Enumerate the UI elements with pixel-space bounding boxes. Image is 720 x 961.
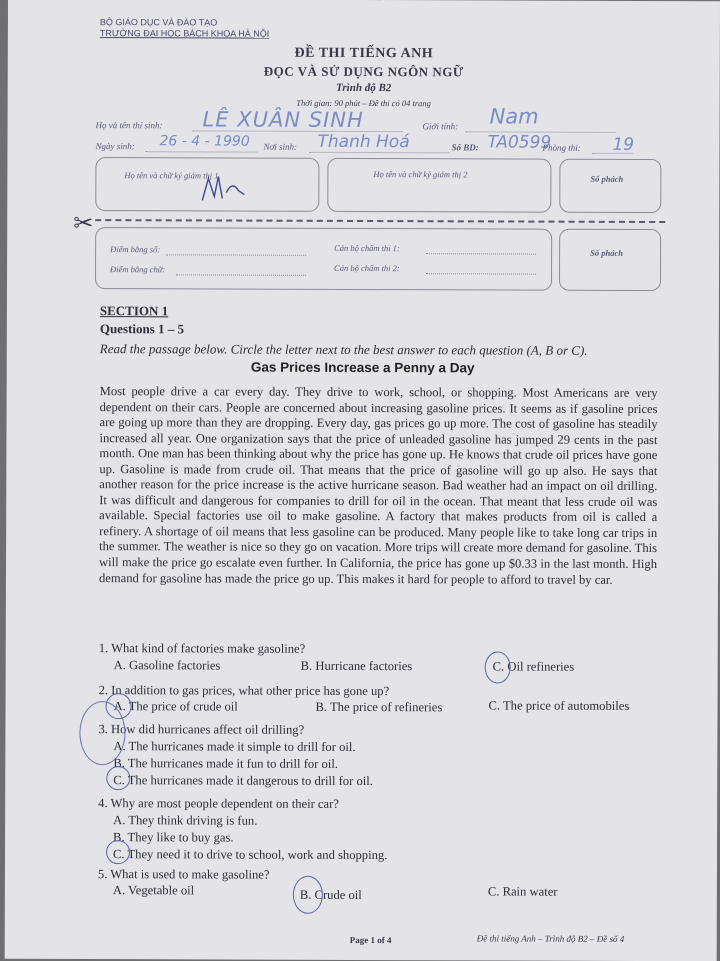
- grader1-line: [426, 253, 536, 254]
- section-heading: SECTION 1: [99, 303, 169, 319]
- question-4-option-a[interactable]: A. They think driving is fun.: [113, 813, 258, 828]
- proctor1-box: [95, 157, 319, 212]
- exam-level: Trình độ B2: [336, 81, 392, 95]
- grader1-label: Cán bộ chấm thi 1:: [334, 242, 400, 254]
- pob-label: Nơi sinh:: [263, 141, 298, 152]
- grader2-label: Cán bộ chấm thi 2:: [334, 262, 400, 274]
- proctor2-box: [327, 158, 551, 213]
- question-3-stem: 3. How did hurricanes affect oil drilling?: [98, 722, 305, 737]
- exam-paper: [5, 0, 720, 961]
- question-range: Questions 1 – 5: [99, 321, 185, 337]
- dob-label: Ngày sinh:: [95, 141, 135, 152]
- page-number: Page 1 of 4: [349, 934, 392, 946]
- answer-circle-q4: [106, 840, 130, 864]
- question-5-option-c[interactable]: C. Rain water: [487, 884, 558, 899]
- footer-exam-title: Đề thi tiếng Anh – Trình độ B2 – Đề số 4: [476, 933, 625, 944]
- question-3-option-a[interactable]: A. The hurricanes made it simple to drill for oil.: [113, 739, 356, 754]
- score-text-line: [176, 274, 306, 275]
- serial-label-2: Số phách: [590, 247, 623, 258]
- question-1-stem: 1. What kind of factories make gasoline?: [98, 641, 306, 656]
- gender-value: Nam: [489, 104, 539, 129]
- dob-value: 26 - 4 - 1990: [159, 133, 250, 150]
- scissors-icon: ✂: [73, 210, 94, 238]
- exam-time-note: Thời gian: 90 phút – Đề thi có 04 trang: [296, 97, 431, 109]
- cut-line: [95, 219, 665, 223]
- room-label: Phòng thi:: [542, 142, 581, 153]
- proctor2-label: Họ tên và chữ ký giám thị 2: [373, 169, 468, 180]
- dob-line: [145, 151, 257, 152]
- question-2-stem: 2. In addition to gas prices, what other price has gone up?: [98, 683, 390, 699]
- question-3-option-c[interactable]: C. The hurricanes made it dangerous to drill for oil.: [113, 773, 373, 789]
- passage-text: Most people drive a car every day. They drive to work, school, or shopping. Most Americans are very dependent on their cars. People are concerned about increasing gasoline prices. It seems as if gasoline prices are going up more than they are dropping. Every day, gas prices go up more. The cost of gasoline has steadily increased all year. One organization says that the price of unleaded gasoline has jumped 29 cents in the past month. One man has been thinking about why the price has gone up. He knows that crude oil prices have gone up. Gasoline is made from crude oil. That means that the price of gasoline will go up also. He says that another reason for the price increase is the active hurricane season. Bad weather had an impact on oil drilling. It was difficult and dangerous for companies to drill for oil in the ocean. That meant that less crude oil was available. Special factories use oil to make gasoline. A factory that makes products from oil is called a refinery. A shortage of oil means that less gasoline can be produced. Many people like to take long car trips in the summer. The weather is nice so they go on vacation. More trips will create more demand for gasoline. This will make the price go escalate even further. In California, the price has gone up $0.33 in the last month. High demand for gasoline has made the price go up. This makes it hard for people to afford to travel by car.: [98, 384, 658, 587]
- answer-scribble: [79, 701, 125, 765]
- exam-title: ĐỀ THI TIẾNG ANH: [294, 45, 434, 62]
- score-number-line: [166, 254, 306, 255]
- serial-box: [559, 159, 661, 213]
- question-4-option-b[interactable]: B. They like to buy gas.: [113, 830, 234, 845]
- serial-label: Số phách: [590, 173, 624, 184]
- question-2-option-c[interactable]: C. The price of automobiles: [488, 698, 630, 713]
- ministry-name: BỘ GIÁO DỤC VÀ ĐÀO TẠO: [99, 17, 218, 28]
- exam-subtitle: ĐỌC VÀ SỬ DỤNG NGÔN NGỮ: [263, 63, 464, 80]
- proctor1-label: Họ tên và chữ ký giám thị 1: [124, 170, 219, 181]
- header-organization: [100, 17, 270, 40]
- question-2-option-b[interactable]: B. The price of refineries: [315, 699, 443, 715]
- question-5-option-a[interactable]: A. Vegetable oil: [112, 883, 195, 898]
- answer-circle-q5: [293, 876, 323, 914]
- instruction: Read the passage below. Circle the letter next to the best answer to each question (A, B or C).: [99, 341, 588, 358]
- question-5-option-b[interactable]: B. Crude oil: [299, 887, 362, 902]
- score-number-label: Điểm bằng số:: [110, 244, 161, 255]
- pob-value: Thanh Hoá: [317, 131, 410, 153]
- answer-circle-q1: [485, 651, 511, 683]
- question-3-option-b[interactable]: B. The hurricanes made it fun to drill for oil.: [113, 756, 339, 771]
- grading-box: [95, 227, 552, 291]
- question-5-stem: 5. What is used to make gasoline?: [97, 867, 270, 882]
- sbd-value: TA0599: [487, 132, 552, 153]
- question-4-option-c[interactable]: C. They need it to drive to school, work and shopping.: [112, 847, 388, 863]
- signature-mark: [196, 170, 256, 206]
- question-2-option-a[interactable]: A. The price of crude oil: [113, 699, 238, 714]
- score-text-label: Điểm bằng chữ:: [110, 264, 166, 275]
- serial-box-2: [559, 229, 661, 291]
- grader2-line: [426, 273, 536, 274]
- gender-label: Giới tính:: [422, 121, 459, 132]
- question-1-option-a[interactable]: A. Gasoline factories: [113, 658, 221, 673]
- sbd-label: Số BD:: [451, 142, 479, 153]
- question-1-option-b[interactable]: B. Hurricane factories: [300, 658, 413, 674]
- name-label: Họ và tên thí sinh:: [95, 120, 163, 131]
- answer-circle-q3: [106, 766, 130, 790]
- question-4-stem: 4. Why are most people dependent on their car?: [98, 796, 339, 811]
- passage-title: Gas Prices Increase a Penny a Day: [250, 359, 475, 376]
- university-name: TRƯỜNG ĐẠI HỌC BÁCH KHOA HÀ NỘI: [99, 28, 270, 39]
- room-value: 19: [612, 134, 635, 155]
- question-1-option-c[interactable]: C. Oil refineries: [492, 659, 575, 674]
- name-value: LÊ XUÂN SINH: [202, 107, 364, 132]
